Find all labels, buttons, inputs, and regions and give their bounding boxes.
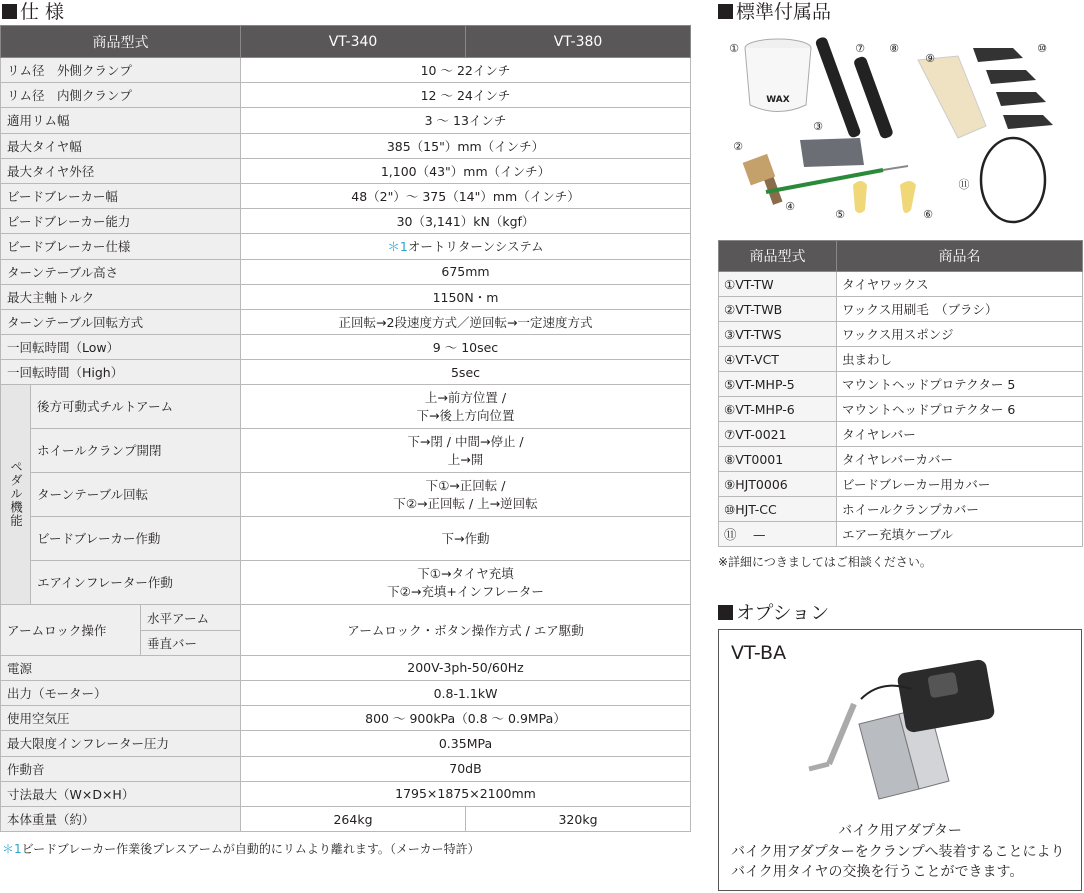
spec-row [1, 133, 691, 158]
spec-row [1, 781, 691, 806]
acc-img-n10: ⑩ [1037, 42, 1047, 55]
accessory-model: ⑥VT-MHP-6 [719, 397, 837, 422]
spec-row [1, 234, 691, 259]
accessory-model: ⑤VT-MHP-5 [719, 372, 837, 397]
accessory-model: ②VT-TWB [719, 297, 837, 322]
spec-row-label: 最大タイヤ幅 [1, 133, 241, 158]
accessory-name: ホイールクランプカバー [837, 497, 1083, 522]
spec-row-value [241, 108, 691, 133]
option-section-title [718, 602, 829, 624]
spec-row-value [241, 335, 691, 360]
spec-row [1, 158, 691, 183]
accessory-row [719, 497, 1083, 522]
spec-row-label: 最大限度インフレーター圧力 [1, 731, 241, 756]
spec-pedal-label: 後方可動式チルトアーム [31, 385, 241, 429]
accessory-name: マウントヘッドプロテクター 6 [837, 397, 1083, 422]
spec-row [1, 284, 691, 309]
accessories-title-text: 標準付属品 [736, 1, 832, 23]
wax-label: WAX [766, 95, 790, 105]
spec-row-weight [1, 806, 691, 831]
acc-img-n6: ⑥ [923, 208, 933, 221]
accessories-note: ※詳細につきましてはご相談ください。 [718, 555, 932, 569]
spec-row-value-text: オートリターンシステム [407, 239, 544, 255]
accessory-name: ワックス用刷毛 （ブラシ） [837, 297, 1083, 322]
spec-row-label: リム径 内側クランプ [1, 83, 241, 108]
option-caption: バイク用アダプター [838, 823, 962, 839]
accessory-name: ワックス用スポンジ [837, 322, 1083, 347]
spec-row-value [241, 309, 691, 334]
option-title-text: オプション [736, 602, 830, 624]
accessory-name: 虫まわし [837, 347, 1083, 372]
spec-armlock-label: アームロック操作 [1, 605, 141, 655]
spec-pedal-value-line2: 下→後上方向位置 [416, 407, 515, 423]
spec-row-value: 200V-3ph-50/60Hz [241, 655, 691, 680]
spec-pedal-value [241, 429, 691, 473]
accessory-row [719, 397, 1083, 422]
spec-row-value: 800 ～ 900kPa（0.8 ～ 0.9MPa） [241, 706, 691, 731]
spec-pedal-row [1, 561, 691, 605]
accessories-header-row [719, 241, 1083, 272]
spec-row-value [241, 58, 691, 83]
accessory-row [719, 522, 1083, 547]
spec-row-value: 0.35MPa [241, 731, 691, 756]
spec-row-value [241, 209, 691, 234]
spec-row-value: 0.8-1.1kW [241, 681, 691, 706]
option-desc-line1: バイク用アダプターをクランプへ装着することにより [731, 844, 1065, 860]
spec-pedal-value [241, 473, 691, 517]
spec-row-value [241, 284, 691, 309]
spec-pedal-value-line2: 下②→正回転 / 上→逆回転 [393, 495, 538, 511]
spec-row-value [241, 83, 691, 108]
spec-row-label: ビードブレーカー幅 [1, 183, 241, 208]
acc-img-n9: ⑨ [925, 52, 935, 65]
spec-row-armlock-1 [1, 605, 691, 630]
spec-pedal-group-label: ペダル機能 [8, 459, 24, 528]
spec-row-label: 一回転時間（High） [1, 360, 241, 385]
spec-row [1, 209, 691, 234]
spec-row-value-text: 正回転→2段速度方式／逆回転→一定速度方式 [338, 314, 593, 330]
spec-pedal-label: ビードブレーカー作動 [31, 517, 241, 561]
option-description [731, 842, 1064, 882]
spec-header-label: 商品型式 [1, 26, 241, 58]
accessory-model: ④VT-VCT [719, 347, 837, 372]
accessory-name: タイヤワックス [837, 272, 1083, 297]
section-square-icon [718, 4, 733, 19]
spec-row-value [241, 158, 691, 183]
spec-footnote [2, 840, 480, 857]
spec-row-value-text: 30（3,141）kN（kgf） [396, 214, 535, 230]
spec-row-label: 最大タイヤ外径 [1, 158, 241, 183]
spec-row-label: ビードブレーカー仕様 [1, 234, 241, 259]
spec-row-value [241, 259, 691, 284]
spec-pedal-value-line2: 下②→充填+インフレーター [387, 583, 544, 599]
acc-img-n7: ⑦ [855, 42, 865, 55]
accessory-row [719, 447, 1083, 472]
spec-row-value [241, 360, 691, 385]
spec-pedal-row [1, 517, 691, 561]
spec-pedal-value-line1: 上→前方位置 / [424, 389, 507, 405]
spec-pedal-row [1, 473, 691, 517]
spec-row [1, 706, 691, 731]
spec-row-value-text: 385（15"）mm（インチ） [386, 138, 545, 154]
spec-row [1, 83, 691, 108]
acc-img-n5: ⑤ [835, 208, 845, 221]
spec-row [1, 655, 691, 680]
spec-row [1, 756, 691, 781]
spec-row-value-text: 5sec [450, 364, 481, 380]
option-box [718, 629, 1082, 891]
spec-row-label: 適用リム幅 [1, 108, 241, 133]
spec-row-label: 出力（モーター） [1, 681, 241, 706]
option-model: VT-BA [731, 642, 787, 664]
spec-row-value: 70dB [241, 756, 691, 781]
spec-row [1, 681, 691, 706]
spec-pedal-group [1, 385, 31, 605]
spec-weight-label: 本体重量（約） [1, 806, 241, 831]
accessory-model: ①VT-TW [719, 272, 837, 297]
spec-row-label: ターンテーブル高さ [1, 259, 241, 284]
spec-title-text: 仕 様 [20, 1, 65, 23]
spec-row-label: ビードブレーカー能力 [1, 209, 241, 234]
spec-row [1, 360, 691, 385]
acc-img-n4: ④ [785, 200, 795, 213]
spec-row-value [241, 183, 691, 208]
spec-row [1, 58, 691, 83]
spec-row [1, 731, 691, 756]
spec-row-label: リム径 外側クランプ [1, 58, 241, 83]
accessories-table [718, 240, 1083, 547]
acc-img-n1: ① [729, 42, 739, 55]
spec-pedal-value [241, 561, 691, 605]
spec-row-star: ＊1 [387, 239, 408, 255]
spec-header-model1: VT-340 [241, 26, 466, 58]
spec-row-value: 1795×1875×2100mm [241, 781, 691, 806]
acc-img-n3: ③ [813, 120, 823, 133]
accessory-name: タイヤレバー [837, 422, 1083, 447]
spec-pedal-value [241, 385, 691, 429]
spec-row-label: 作動音 [1, 756, 241, 781]
acc-img-n8: ⑧ [889, 42, 899, 55]
accessory-model: ③VT-TWS [719, 322, 837, 347]
accessory-model: ⑨HJT0006 [719, 472, 837, 497]
accessory-row [719, 322, 1083, 347]
accessory-model: ⑦VT-0021 [719, 422, 837, 447]
spec-row-value [241, 133, 691, 158]
spec-pedal-value-line2: 上→開 [447, 451, 484, 467]
accessory-model: ⑪ — [719, 522, 837, 547]
accessory-name: マウントヘッドプロテクター 5 [837, 372, 1083, 397]
spec-armlock-sub2: 垂直バー [141, 630, 241, 655]
accessories-photo [718, 30, 1058, 230]
accessory-name: タイヤレバーカバー [837, 447, 1083, 472]
accessory-row [719, 422, 1083, 447]
accessories-header-model: 商品型式 [719, 241, 837, 272]
accessories-section-title [718, 1, 831, 23]
accessories-header-name: 商品名 [837, 241, 1083, 272]
spec-pedal-row [1, 429, 691, 473]
spec-row-value-text: 1150N・m [432, 289, 499, 305]
spec-row-value-text: 3 ～ 13インチ [424, 113, 507, 129]
spec-weight-v1: 264kg [241, 806, 466, 831]
spec-table [0, 25, 691, 832]
spec-armlock-value: アームロック・ボタン操作方式 / エア駆動 [241, 605, 691, 655]
spec-pedal-label: ターンテーブル回転 [31, 473, 241, 517]
spec-pedal-value-line1: 下→作動 [441, 530, 490, 546]
spec-pedal-row [1, 385, 691, 429]
spec-row [1, 309, 691, 334]
accessory-name: ビードブレーカー用カバー [837, 472, 1083, 497]
section-square-icon [718, 605, 733, 620]
accessory-row [719, 272, 1083, 297]
spec-row-label: 電源 [1, 655, 241, 680]
spec-row-label: 一回転時間（Low） [1, 335, 241, 360]
spec-row-value-text: 10 ～ 22インチ [420, 63, 511, 79]
spec-weight-v2: 320kg [466, 806, 691, 831]
spec-row-value-text: 12 ～ 24インチ [420, 88, 511, 104]
spec-row [1, 335, 691, 360]
spec-pedal-label: ホイールクランプ開閉 [31, 429, 241, 473]
spec-row-label: ターンテーブル回転方式 [1, 309, 241, 334]
spec-header-row [1, 26, 691, 58]
spec-row-value-text: 675mm [441, 264, 490, 280]
accessory-row [719, 347, 1083, 372]
spec-row-label: 最大主軸トルク [1, 284, 241, 309]
spec-row-value-text: 48（2"）～ 375（14"）mm（インチ） [351, 189, 580, 205]
bike-adapter-photo [789, 644, 1019, 814]
spec-pedal-value-line1: 下→閉 / 中間→停止 / [407, 433, 524, 449]
spec-pedal-value-line1: 下①→正回転 / [425, 477, 506, 493]
accessory-model: ⑧VT0001 [719, 447, 837, 472]
spec-pedal-value-line1: 下①→タイヤ充填 [417, 565, 514, 581]
spec-row-value-text: 1,100（43"）mm（インチ） [380, 163, 551, 179]
acc-img-n11: ⑪ [958, 178, 970, 191]
spec-row-value [241, 234, 691, 259]
spec-section-title [2, 1, 64, 23]
spec-header-model2: VT-380 [466, 26, 691, 58]
accessory-row [719, 472, 1083, 497]
footnote-star: ＊1 [2, 842, 22, 856]
accessory-name: エアー充填ケーブル [837, 522, 1083, 547]
spec-armlock-sub1: 水平アーム [141, 605, 241, 630]
option-desc-line2: バイク用タイヤの交換を行うことができます。 [731, 864, 1024, 880]
footnote-text: ビードブレーカー作業後プレスアームが自動的にリムより離れます。（メーカー特許） [21, 842, 480, 856]
spec-row [1, 259, 691, 284]
section-square-icon [2, 4, 17, 19]
accessory-model: ⑩HJT-CC [719, 497, 837, 522]
accessory-row [719, 372, 1083, 397]
spec-pedal-value [241, 517, 691, 561]
spec-pedal-label: エアインフレーター作動 [31, 561, 241, 605]
acc-img-n2: ② [733, 140, 743, 153]
spec-row [1, 183, 691, 208]
spec-row-label: 使用空気圧 [1, 706, 241, 731]
spec-row-label: 寸法最大（W×D×H） [1, 781, 241, 806]
accessory-row [719, 297, 1083, 322]
spec-row-value-text: 9 ～ 10sec [432, 340, 499, 356]
spec-row [1, 108, 691, 133]
